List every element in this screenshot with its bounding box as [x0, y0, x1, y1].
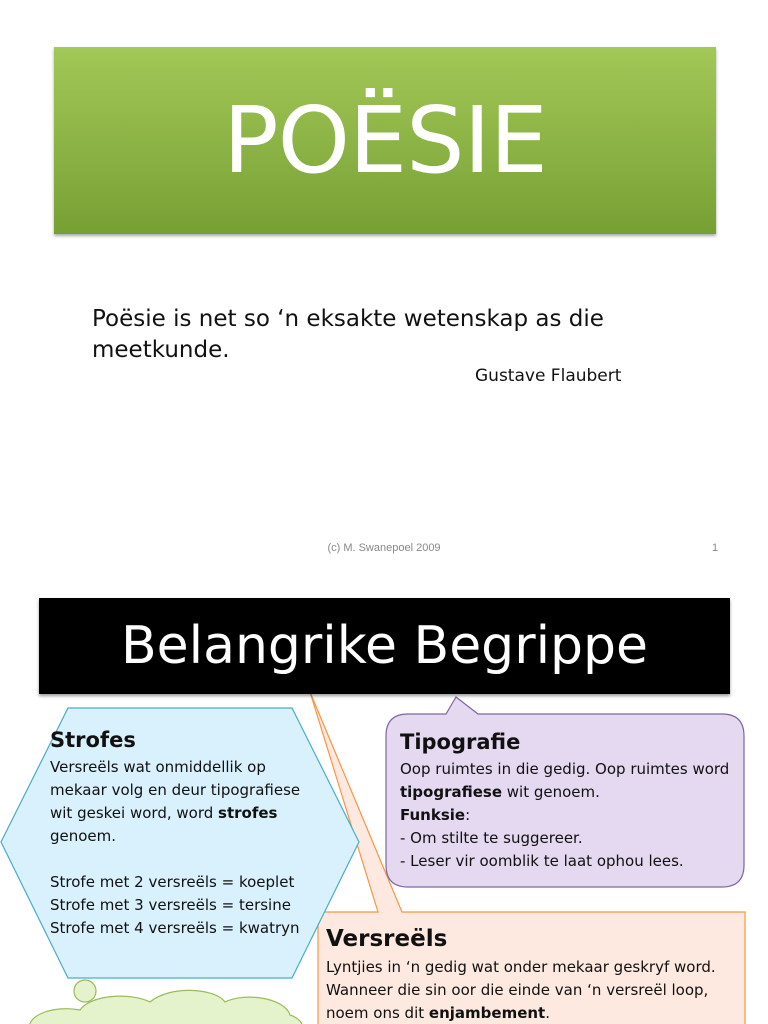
page-number: 1: [712, 542, 719, 554]
funksie-label: Funksie: [400, 806, 466, 824]
strofes-body-end: genoem.: [50, 827, 117, 845]
slide-title: POËSIE: [223, 87, 547, 194]
slide-2-title: Belangrike Begrippe: [120, 616, 649, 676]
tipografie-body-text: Oop ruimtes in die gedig. Oop ruimtes word: [400, 760, 730, 778]
title-banner: [54, 47, 716, 234]
versreels-body-end: .: [545, 1004, 550, 1022]
strofes-box: [50, 728, 325, 940]
strofes-body-bold: strofes: [218, 804, 278, 822]
versreels-box: [326, 926, 746, 1024]
enjambement-bold: enjambement: [428, 1004, 546, 1022]
footer-copyright: (c) M. Swanepoel 2009: [327, 542, 441, 554]
funksie-item: - Om stilte te suggereer.: [400, 829, 583, 847]
slide-2: [0, 570, 768, 1024]
quote-text: Poësie is net so ‘n eksakte wetenskap as die meetkunde.: [92, 306, 604, 363]
tipografie-body: [400, 758, 740, 873]
funksie-colon: :: [465, 806, 471, 824]
quote-author: Gustave Flaubert: [475, 366, 622, 386]
tipografie-body-bold: tipografiese: [400, 783, 503, 801]
versreels-heading: Versreëls: [326, 926, 448, 952]
strofes-line: Strofe met 3 versreëls = tersine: [50, 896, 291, 914]
strofes-heading: Strofes: [50, 728, 136, 752]
strofes-line: Strofe met 2 versreëls = koeplet: [50, 873, 295, 891]
funksie-item: - Leser vir oomblik te laat ophou lees.: [400, 852, 684, 870]
strofes-line: Strofe met 4 versreëls = kwatryn: [50, 919, 300, 937]
strofes-body-text: Versreëls wat onmiddellik op mekaar volg en deur tipografiese wit geskei word, word: [50, 758, 301, 822]
tipografie-heading: Tipografie: [400, 730, 521, 754]
versreels-body-text: Lyntjies in ‘n gedig wat onder mekaar geskryf word. Wanneer die sin oor die einde van ‘n versreël loop, noem ons dit: [326, 958, 716, 1022]
tipografie-body-end: wit genoem.: [502, 783, 600, 801]
tipografie-box: [400, 730, 740, 873]
versreels-body: [326, 956, 746, 1024]
title-banner-2: [39, 598, 730, 694]
strofes-body: [50, 756, 325, 940]
